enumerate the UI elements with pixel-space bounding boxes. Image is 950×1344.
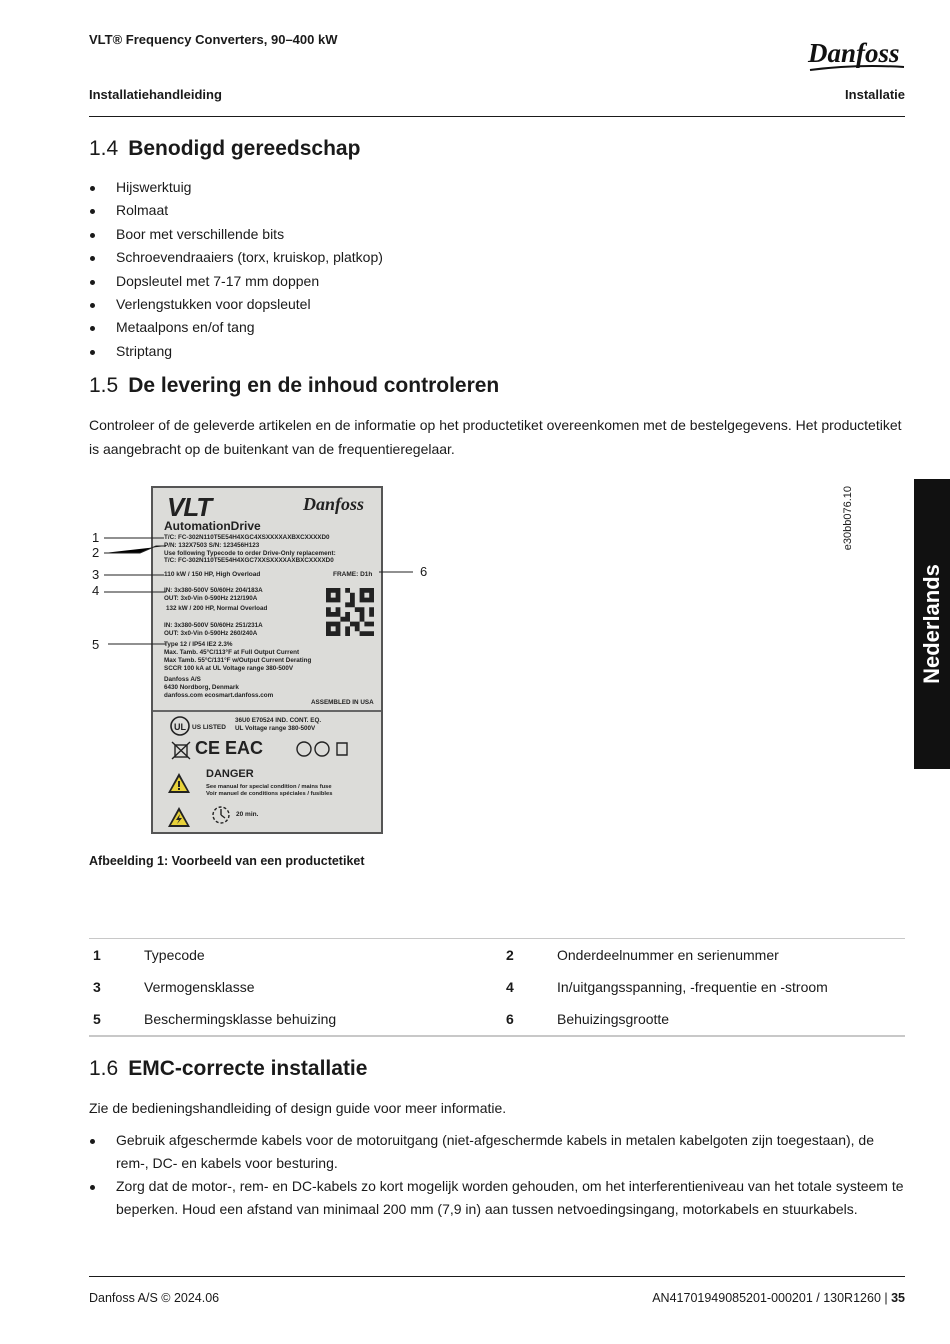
footer-doc-number: AN41701949085201-000201 / 130R1260 | 35 bbox=[652, 1291, 905, 1305]
tools-list bbox=[89, 176, 383, 363]
callout-3: 3 bbox=[92, 567, 100, 582]
label-product: AutomationDrive bbox=[164, 519, 261, 533]
delivery-paragraph: Controleer of de geleverde artikelen en de informatie op het productetiket overeenkomen met de bestelgegevens. Het productetiket is aangebracht op de buitenkant van de frequentieregelaar. bbox=[89, 417, 902, 457]
callout-2: 2 bbox=[92, 545, 100, 560]
legend-description: Vermogensklasse bbox=[144, 979, 255, 995]
section-title: De levering en de inhoud controleren bbox=[128, 374, 500, 397]
certification-icons bbox=[295, 740, 355, 760]
language-tab: Nederlands bbox=[914, 479, 950, 769]
discharge-time-icon bbox=[210, 804, 232, 826]
list-item: Boor met verschillende bits bbox=[89, 223, 383, 246]
callout-5: 5 bbox=[92, 637, 100, 652]
figure-caption: Afbeelding 1: Voorbeeld van een productetiket bbox=[89, 854, 365, 868]
emc-list bbox=[89, 1129, 905, 1221]
section-number: 1.4 bbox=[89, 137, 119, 160]
legend-description: Typecode bbox=[144, 947, 205, 963]
list-item: Rolmaat bbox=[89, 199, 383, 222]
table-row bbox=[89, 971, 905, 1003]
legend-number: 3 bbox=[93, 979, 101, 995]
figure-id: e30bb076.10 bbox=[842, 486, 854, 551]
list-item: Hijswerktuig bbox=[89, 176, 383, 199]
legend-number: 2 bbox=[506, 947, 514, 963]
legend-number: 1 bbox=[93, 947, 101, 963]
legend-number: 5 bbox=[93, 1011, 101, 1027]
section-number: 1.6 bbox=[89, 1057, 119, 1080]
legend-number: 6 bbox=[506, 1011, 514, 1027]
section-name: Installatie bbox=[845, 87, 905, 102]
callout-4: 4 bbox=[92, 583, 100, 598]
legend-description: In/uitgangsspanning, -frequentie en -stroom bbox=[557, 979, 828, 995]
legend-description: Onderdeelnummer en serienummer bbox=[557, 947, 779, 963]
svg-text:UL: UL bbox=[174, 722, 186, 732]
document-type: Installatiehandleiding bbox=[89, 87, 222, 102]
danfoss-logo bbox=[806, 34, 908, 79]
table-row bbox=[89, 1003, 905, 1036]
product-title: VLT® Frequency Converters, 90–400 kW bbox=[89, 32, 338, 47]
footer-divider bbox=[89, 1276, 905, 1277]
svg-text:Danfoss: Danfoss bbox=[808, 38, 900, 68]
emc-paragraph: Zie de bedieningshandleiding of design guide voor meer informatie. bbox=[89, 1100, 507, 1116]
callout-lines bbox=[90, 520, 430, 660]
list-item: Dopsleutel met 7-17 mm doppen bbox=[89, 270, 383, 293]
list-item: Zorg dat de motor-, rem- en DC-kabels zo kort mogelijk worden gehouden, om het interferentieniveau van het totale systeem te beperken. Houd een afstand van minimaal 200 mm (7,9 in) aan tussen netvoedingsingang, motorkabels en stuurkabels. bbox=[89, 1175, 905, 1221]
legend-table bbox=[89, 938, 905, 1037]
vlt-logo: VLT bbox=[167, 492, 212, 522]
weee-bin-icon bbox=[169, 740, 193, 760]
electrical-hazard-icon bbox=[167, 806, 191, 828]
danger-heading: DANGER bbox=[206, 768, 254, 780]
section-title: Benodigd gereedschap bbox=[128, 137, 361, 160]
section-heading-1-6 bbox=[89, 1057, 367, 1081]
section-heading-1-4 bbox=[89, 137, 360, 161]
section-title: EMC-correcte installatie bbox=[128, 1057, 368, 1080]
legend-number: 4 bbox=[506, 979, 514, 995]
header-divider bbox=[89, 116, 905, 117]
table-row bbox=[89, 939, 905, 972]
section-heading-1-5 bbox=[89, 374, 499, 398]
label-danfoss-logo: Danfoss bbox=[303, 494, 365, 514]
list-item: Striptang bbox=[89, 340, 383, 363]
footer-copyright: Danfoss A/S © 2024.06 bbox=[89, 1291, 220, 1305]
callout-6: 6 bbox=[420, 564, 428, 579]
list-item: Gebruik afgeschermde kabels voor de motoruitgang (niet-afgeschermde kabels in metalen kabelgoten zijn toegestaan), de rem-, DC- en kabels voor besturing. bbox=[89, 1129, 905, 1175]
section-number: 1.5 bbox=[89, 374, 119, 397]
ce-eac-marks: CE EAC bbox=[195, 738, 264, 758]
product-label-image: VLT Danfoss AutomationDrive T/C: FC-302N110T5E54H4XGC4XSXXXXAXBXCXXXXD0 P/N: 132X7503 S/N: 123456H123 Use following Typecode to order Drive-Only replacement: T/C: FC-302N110T5E54H4XGC7XXSXXXXAXBXCXXXXD0 110 kW / 150 HP, High Overload FRAME: D1h IN: 3x380-500V 50/60Hz 204/183A OUT: 3x0-Vin 0-590Hz 212/190A 132 kW / 200 HP, Normal Overload IN: 3x380-500V 50/60Hz 251/231A OUT: 3x0-Vin 0-590Hz 260/240A Type 12 / IP54 IE2 2.3% Max. Tamb. 45°C/113°F at Full Output Current Max Tamb. 55°C/131°F w/Output Current Derating SCCR 100 kA at UL Voltage range 380-500V Danfoss A/S 6430 Nordborg, Denmark danfoss.com ecosmart.danfoss.com ASSEMBLED IN USA UL US LISTED 36U0 E70524 IND. CONT. EQ. UL Voltage range 380-500V CE EAC DANGER See manual for special condition / mains fuse Voir manuel de conditions spéciales / fusibles 20 min. bbox=[151, 486, 383, 834]
list-item: Schroevendraaiers (torx, kruiskop, platkop) bbox=[89, 246, 383, 269]
warning-triangle-icon bbox=[167, 772, 191, 794]
legend-description: Behuizingsgrootte bbox=[557, 1011, 670, 1027]
legend-description: Beschermingsklasse behuizing bbox=[144, 1011, 337, 1027]
list-item: Metaalpons en/of tang bbox=[89, 316, 383, 339]
list-item: Verlengstukken voor dopsleutel bbox=[89, 293, 383, 316]
callout-1: 1 bbox=[92, 530, 100, 545]
page-number: 35 bbox=[891, 1291, 905, 1305]
ul-mark-icon bbox=[169, 715, 191, 737]
